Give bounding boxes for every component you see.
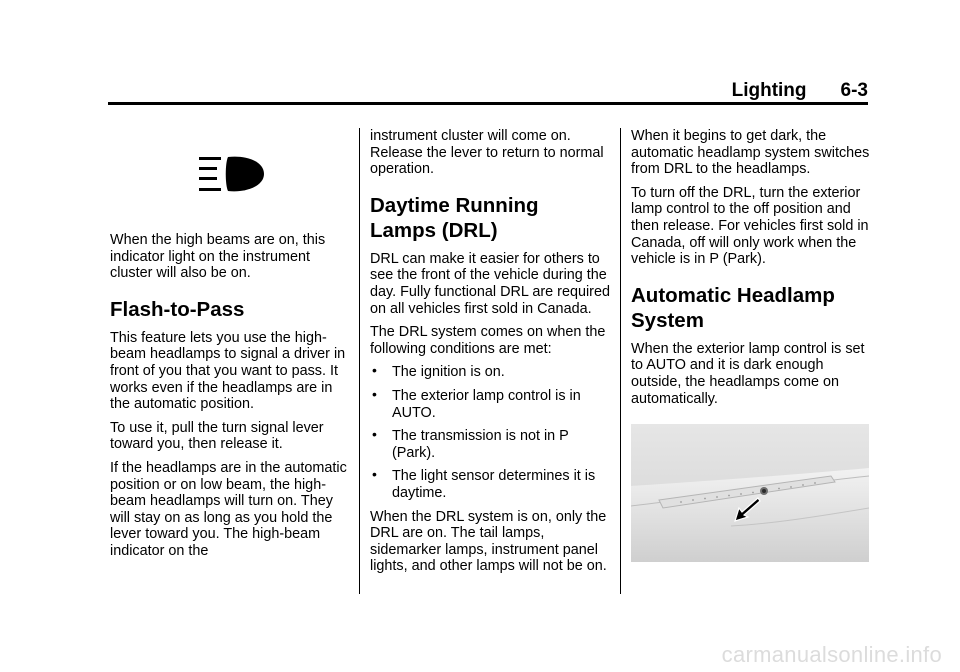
watermark: carmanualsonline.info <box>721 642 942 667</box>
high-beam-intro: When the high beams are on, this indicator light on the instrument cluster will also be on. <box>110 232 326 282</box>
header-rule <box>108 102 868 105</box>
column-3 <box>631 128 873 562</box>
drl-conditions-list <box>370 364 612 501</box>
page-header <box>0 78 868 104</box>
list-item: • The exterior lamp control is in AUTO. <box>370 388 612 421</box>
column-divider-2 <box>620 128 621 594</box>
list-item: • The transmission is not in P (Park). <box>370 428 612 461</box>
flash-to-pass-heading: Flash-to-Pass <box>110 297 245 321</box>
high-beam-indicator-icon <box>199 155 267 197</box>
drl-heading-line2: Lamps (DRL) <box>370 218 498 242</box>
list-item: • The light sensor determines it is daytime. <box>370 468 612 501</box>
drl-paragraph-3: When the DRL system is on, only the DRL are on. The tail lamps, sidemarker lamps, instrument panel lights, and other lamps will not be on. <box>370 508 607 575</box>
column-1 <box>110 128 352 567</box>
page-number: 6-3 <box>840 80 868 101</box>
drl-heading <box>370 193 612 243</box>
light-sensor-dashboard-photo <box>631 424 869 562</box>
flash-paragraph-1: This feature lets you use the high-beam headlamps to signal a driver in front of you that you want to pass. It works even if the headlamps are in the automatic position. <box>110 329 346 413</box>
auto-paragraph: When the exterior lamp control is set to AUTO and it is dark enough outside, the headlamps come on automatically. <box>631 340 865 407</box>
flash-paragraph-3: If the headlamps are in the automatic position or on low beam, the high-beam headlamps will turn on. They will stay on as long as you hold the lever toward you. The high-beam indicator on the <box>110 459 347 559</box>
flash-paragraph-2: To use it, pull the turn signal lever toward you, then release it. <box>110 419 324 453</box>
drl-heading-line1: Daytime Running <box>370 193 539 217</box>
drl-paragraph-1: DRL can make it easier for others to see the front of the vehicle during the day. Fully functional DRL are required on all vehicles first sold in Canada. <box>370 250 610 317</box>
column-divider-1 <box>359 128 360 594</box>
drl-paragraph-2: The DRL system comes on when the following conditions are met: <box>370 324 606 357</box>
dark-paragraph: When it begins to get dark, the automatic headlamp system switches from DRL to the headlamps. <box>631 128 870 178</box>
column-2 <box>370 128 612 582</box>
auto-headlamp-heading <box>631 283 873 333</box>
turn-off-paragraph: To turn off the DRL, turn the exterior lamp control to the off position and then release. For vehicles first sold in Canada, off will only work when the vehicle is in P (Park). <box>631 184 869 268</box>
continued-text: instrument cluster will come on. Release the lever to return to normal operation. <box>370 128 604 178</box>
section-title: Lighting <box>731 80 807 101</box>
list-item: • The ignition is on. <box>370 364 612 381</box>
auto-heading-line1: Automatic Headlamp <box>631 283 835 307</box>
auto-heading-line2: System <box>631 308 704 332</box>
